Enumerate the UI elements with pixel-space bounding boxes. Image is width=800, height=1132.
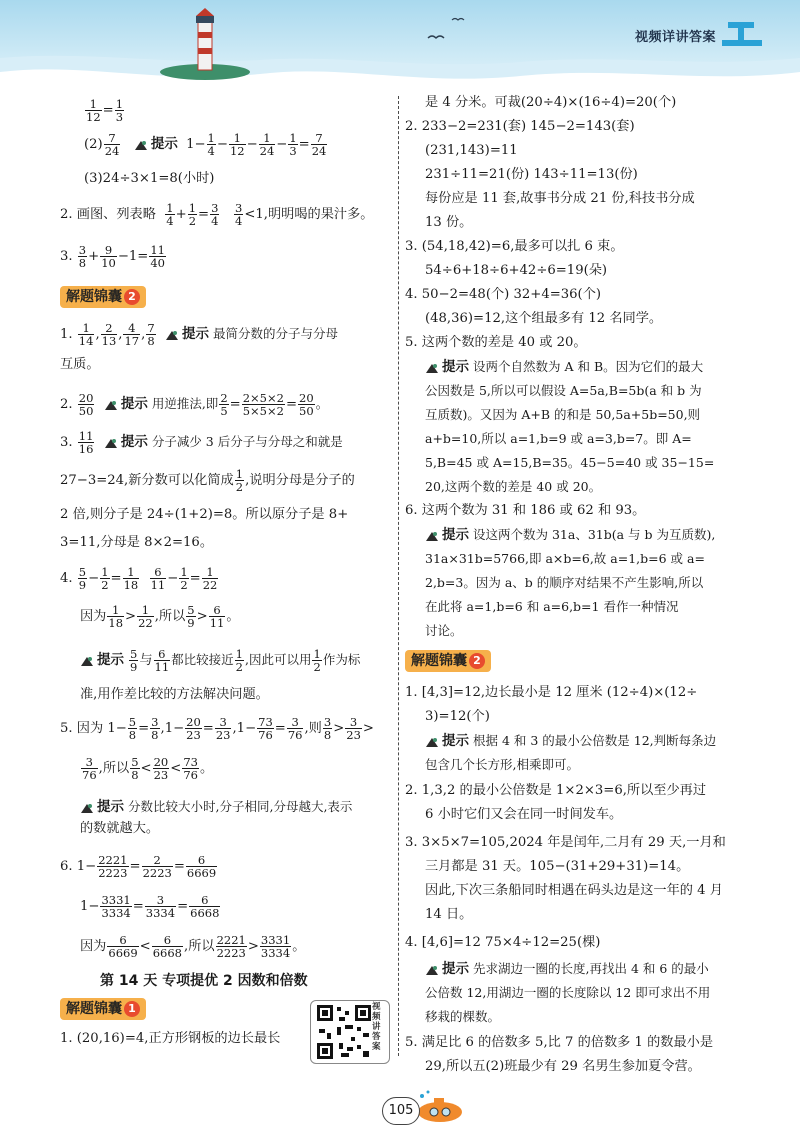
answer-line: 2. 1,3,2 的最小公倍数是 1×2×3=6,所以至少再过	[405, 783, 707, 798]
hint-text: 都比较接近	[171, 652, 234, 667]
hint-text: 最简分数的分子与分母	[213, 326, 339, 341]
text: ,说明分母是分子的	[245, 473, 355, 488]
hint-icon	[104, 399, 118, 411]
hint-label: 提示	[442, 733, 469, 749]
answer-line: 5. 这两个数的差是 40 或 20。	[405, 335, 587, 350]
answer-line: 在此将 a=1,b=6 和 a=6,b=1 看作一种情况	[425, 599, 679, 614]
header-title: 视频详讲答案	[634, 30, 716, 45]
answer-line: 互质数)。又因为 A+B 的和是 50,5a+5b=50,则	[425, 407, 701, 422]
page-number: 105	[382, 1097, 420, 1125]
hint-text: 根据 4 和 3 的最小公倍数是 12,判断每条边	[473, 733, 717, 748]
section-label: 解题锦囊	[66, 1001, 122, 1017]
answer-line: 3. 3×5×7=105,2024 年是闰年,二月有 29 天,一月和	[405, 835, 726, 850]
text: 27−3=24,新分数可以化简成	[60, 473, 234, 488]
answer-line: 3. $\frac{11}{16}$ 提示 分子减少 3 后分子与分母之和就是	[60, 429, 343, 456]
hint-icon	[425, 736, 439, 748]
answer-line: 1. [4,3]=12,边长最小是 12 厘米 (12÷4)×(12÷	[405, 685, 698, 700]
answer-line: 20,这两个数的差是 40 或 20。	[425, 479, 602, 494]
section-number: 1	[124, 1001, 140, 1017]
hint-label: 提示	[442, 961, 469, 977]
answer-line: 3=11,分母是 8×2=16。	[60, 535, 214, 550]
text: ,所以	[154, 609, 186, 624]
text: 2.	[60, 397, 73, 412]
hint-label: 提示	[150, 136, 178, 152]
answer-line: 2. 233−2=231(套) 145−2=143(套)	[405, 119, 635, 134]
answer-line: 27−3=24,新分数可以化简成 $\frac{1}{2}$ ,说明分母是分子的	[60, 467, 355, 494]
answer-line: (3)24÷3×1=8(小时)	[84, 171, 215, 186]
answer-line: 公倍数 12,用湖边一圈的长度除以 12 即可求出不用	[425, 985, 711, 1000]
answer-line: 是 4 分米。可裁(20÷4)×(16÷4)=20(个)	[425, 95, 677, 110]
hint-icon	[165, 329, 179, 341]
answer-line: 2. 画图、列表略 $\frac{1}{4}$ + $\frac{1}{2}$ = $\frac{3}{4}$ $\frac{3}{4}$ <1,明明喝的果汁多。	[60, 201, 374, 228]
answer-line: 因此,下次三条船同时相遇在码头边是这一年的 4 月	[425, 883, 723, 898]
hint-label: 提示	[120, 434, 148, 450]
answer-line: 1. (20,16)=4,正方形钢板的边长最长	[60, 1031, 281, 1046]
answer-line: 2. $\frac{20}{50}$ 提示 用逆推法,即 $\frac{2}{5}$ = $\frac{2\times 5\times 2}{5\times 5\times 2}$ = $\frac{20}{50}$ 。	[60, 391, 329, 418]
answer-line: 因为 $\frac{6}{6669}$ < $\frac{6}{6668}$ ,所以 $\frac{2221}{2223}$ > $\frac{3331}{3334}$ 。	[80, 933, 306, 960]
answer-line: 6 小时它们又会在同一时间发车。	[425, 807, 623, 822]
answer-line: 54÷6+18÷6+42÷6=19(朵)	[425, 263, 608, 278]
answer-line: (2) $\frac{7}{24}$ 提示 1− $\frac{1}{4}$ − $\frac{1}{12}$ − $\frac{1}{24}$ − $\frac{1}{3}$ = $\frac{7}{24}$	[84, 131, 327, 158]
answer-line: 包含几个长方形,相乘即可。	[425, 757, 579, 772]
hint-icon	[425, 964, 439, 976]
answer-line	[425, 524, 715, 546]
answer-line: 2 倍,则分子是 24÷(1+2)=8。所以原分子是 8+	[60, 507, 349, 522]
hint-icon	[134, 139, 148, 151]
answer-line: 3)=12(个)	[425, 709, 490, 724]
answer-line: 讨论。	[425, 623, 463, 638]
answer-line: 5. 满足比 6 的倍数多 5,比 7 的倍数多 1 的数最小是	[405, 1035, 714, 1050]
answer-line: 5,B=45 或 A=15,B=35。45−5=40 或 35−15=	[425, 455, 715, 470]
answer-line: 因为 $\frac{1}{18}$ > $\frac{1}{22}$ ,所以 $\frac{5}{9}$ > $\frac{6}{11}$ 。	[80, 603, 240, 630]
answer-line: 6. 1− $\frac{2221}{2223}$ = $\frac{2}{2223}$ = $\frac{6}{6669}$	[60, 853, 217, 880]
hint-icon	[80, 655, 94, 667]
answer-line	[425, 730, 716, 752]
hint-icon	[425, 530, 439, 542]
answer-line: 2,b=3。因为 a、b 的顺序对结果不产生影响,所以	[425, 575, 704, 590]
hint-text: 分子减少 3 后分子与分母之和就是	[151, 434, 343, 449]
answer-line: 公因数是 5,所以可以假设 A=5a,B=5b(a 和 b 为	[425, 383, 702, 398]
answer-line: (48,36)=12,这个组最多有 12 名同学。	[425, 311, 663, 326]
answer-line: 31a×31b=5766,即 a×b=6,故 a=1,b=6 或 a=	[425, 551, 705, 566]
section-number: 2	[124, 289, 140, 305]
answer-line: 1. $\frac{1}{14}$ , $\frac{2}{13}$ , $\frac{4}{17}$ , $\frac{7}{8}$ 提示 最简分数的分子与分母	[60, 321, 339, 348]
text: 6. 1−	[60, 859, 97, 874]
answer-line: 准,用作差比较的方法解决问题。	[80, 687, 269, 702]
text: 4.	[60, 571, 73, 586]
answer-line: 6. 这两个数为 31 和 186 或 62 和 93。	[405, 503, 646, 518]
answer-line: 29,所以五(2)班最少有 29 名男生参加夏令营。	[425, 1059, 701, 1074]
section-badge	[60, 998, 146, 1020]
answer-line: $\frac{1}{12}$ = $\frac{1}{3}$	[86, 97, 124, 124]
section-number: 2	[469, 653, 485, 669]
hint-label: 提示	[120, 396, 148, 412]
section-badge	[405, 650, 491, 672]
hint-text: 分数比较大小时,分子相同,分母越大,表示	[128, 799, 353, 814]
answer-line: a+b=10,所以 a=1,b=9 或 a=3,b=7。即 A=	[425, 431, 692, 446]
hint-label: 提示	[442, 527, 469, 543]
qr-label: 视频讲答案	[372, 1002, 381, 1052]
answer-line: 3. (54,18,42)=6,最多可以扎 6 束。	[405, 239, 624, 254]
column-divider	[398, 96, 399, 1056]
answer-line: 1− $\frac{3331}{3334}$ = $\frac{3}{3334}$ = $\frac{6}{6668}$	[80, 893, 220, 920]
answer-line	[425, 958, 709, 980]
answer-line: (231,143)=11	[425, 143, 518, 158]
answer-line: 移栽的棵数。	[425, 1009, 501, 1024]
text: 5. 因为 1−	[60, 721, 127, 736]
answer-line: 3. $\frac{3}{8}$ + $\frac{9}{10}$ −1= $\frac{11}{40}$	[60, 243, 165, 270]
header-banner	[0, 0, 800, 92]
section-badge	[60, 286, 146, 308]
answer-line: 提示 $\frac{5}{9}$ 与 $\frac{6}{11}$ 都比较接近 $\frac{1}{2}$ ,因此可以用 $\frac{1}{2}$ 作为标	[80, 648, 360, 673]
banner-illustration	[0, 0, 800, 92]
hint-icon	[104, 437, 118, 449]
text: 3.	[60, 435, 73, 450]
hint-text: 先求湖边一圈的长度,再找出 4 和 6 的最小	[473, 961, 709, 976]
answer-line: 互质。	[60, 357, 100, 372]
qr-code-icon	[315, 1003, 373, 1061]
answer-line: $\frac{3}{76}$ ,所以 $\frac{5}{8}$ < $\frac{20}{23}$ < $\frac{73}{76}$ 。	[82, 755, 214, 782]
answer-line: 5. 因为 1− $\frac{5}{8}$ = $\frac{3}{8}$ ,1− $\frac{20}{23}$ = $\frac{3}{23}$ ,1− $\frac{73}{76}$ = $\frac{3}{76}$ ,则 $\frac{3}{8}$ > $\frac{3}{23}$ >	[60, 715, 374, 742]
text: <1,明明喝的果汁多。	[244, 207, 374, 222]
answer-line: 4. [4,6]=12 75×4÷12=25(棵)	[405, 935, 601, 950]
text: ,所以	[98, 761, 130, 776]
section-label: 解题锦囊	[66, 289, 122, 305]
hint-label: 提示	[442, 359, 469, 375]
answer-line: 13 份。	[425, 215, 473, 230]
answer-line	[80, 796, 352, 819]
answer-line: 231÷11=21(份) 143÷11=13(份)	[425, 167, 638, 182]
answer-line: 14 日。	[425, 907, 473, 922]
answer-line: 的数就越大。	[80, 821, 160, 836]
day-title: 第 14 天 专项提优 2 因数和倍数	[100, 973, 308, 989]
answer-line	[425, 356, 703, 378]
hint-text: 用逆推法,即	[151, 396, 219, 411]
hint-text: 设这两个数为 31a、31b(a 与 b 为互质数),	[473, 527, 716, 542]
hint-text: 设两个自然数为 A 和 B。因为它们的最大	[473, 359, 704, 374]
answer-line: 4. 50−2=48(个) 32+4=36(个)	[405, 287, 602, 302]
answer-line: 4. $\frac{5}{9}$ − $\frac{1}{2}$ = $\frac{1}{18}$ $\frac{6}{11}$ − $\frac{1}{2}$ = $\frac{1}{22}$	[60, 565, 218, 592]
hint-icon	[425, 362, 439, 374]
section-label: 解题锦囊	[411, 653, 467, 669]
item-label: (2)	[84, 137, 103, 152]
text: ,所以	[184, 939, 215, 954]
text: 3.	[60, 249, 73, 264]
answer-line: 三月都是 31 天。105−(31+29+31)=14。	[425, 859, 690, 874]
hint-label: 提示	[97, 652, 124, 668]
hint-label: 提示	[182, 326, 210, 342]
hint-label: 提示	[97, 799, 124, 815]
text: 2. 画图、列表略	[60, 207, 156, 222]
hint-text: 作为标	[322, 652, 361, 667]
hint-icon	[80, 802, 94, 814]
text: 因为	[80, 939, 107, 954]
text: 因为	[80, 609, 107, 624]
text: 1.	[60, 327, 73, 342]
answer-line: 每份应是 11 套,故事书分成 21 份,科技书分成	[425, 191, 695, 206]
hint-text: ,因此可以用	[245, 652, 312, 667]
